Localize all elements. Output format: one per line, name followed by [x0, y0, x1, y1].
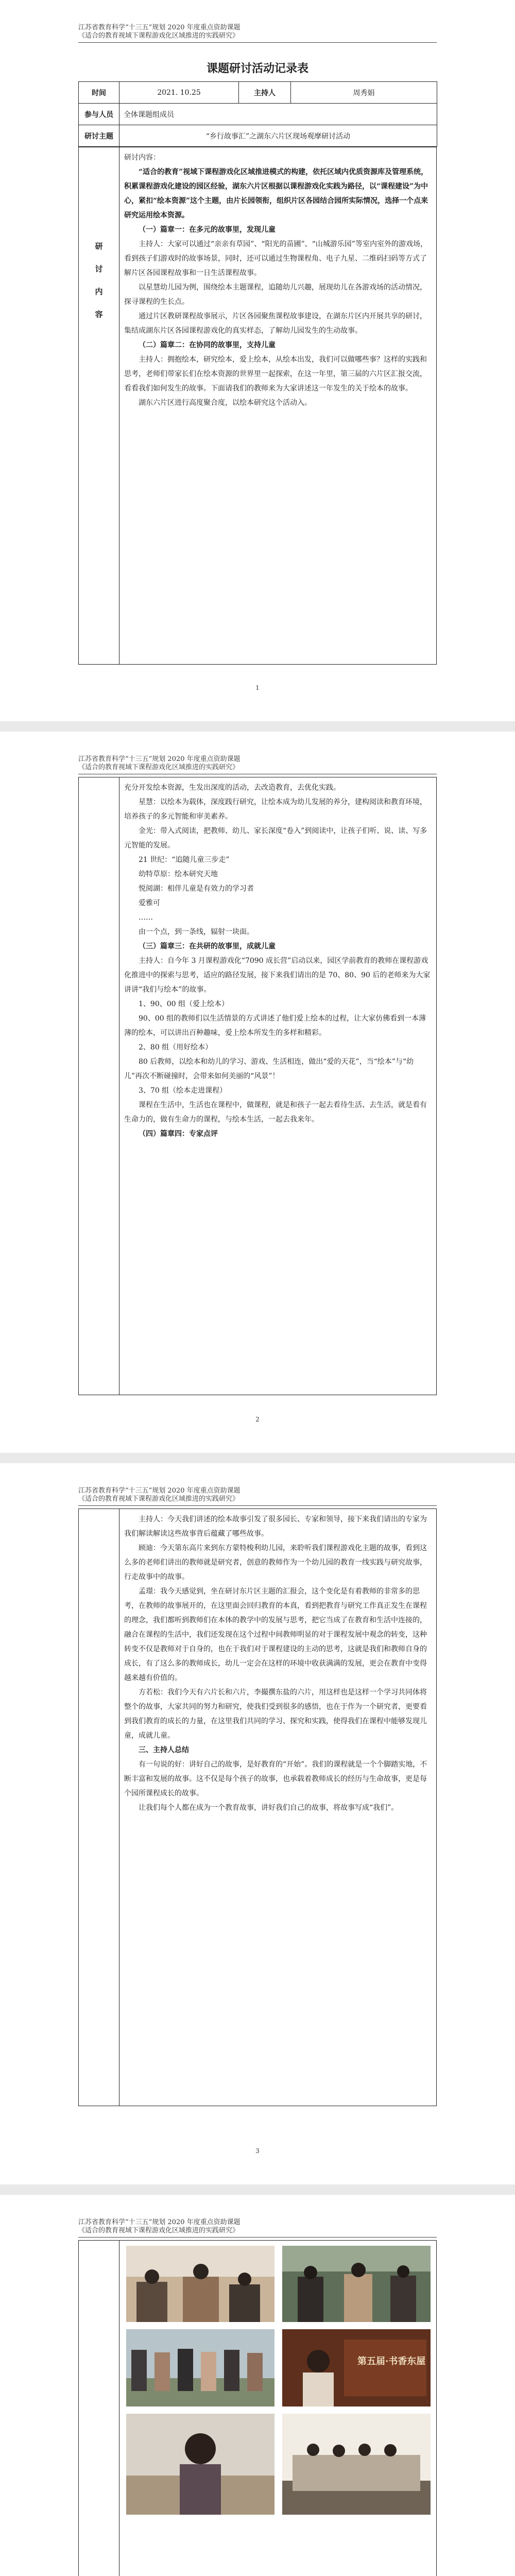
header-line-2: 《适合的教育视域下课程游戏化区域推进的实践研究》 — [78, 764, 239, 771]
content-paragraphs-page-1 — [124, 165, 431, 410]
paragraph: “适合的教育”视域下课程游戏化区域推进模式的构建，依托区域内优质资源库及管理系统，积累课程游戏化建设的园区经验，湖东六片区根据以课程游戏化实践为路径，以“课程建设”为中心，紧扣“绘本资源”这个主题，由片长园领衔，组织片区各园结合园所实际情况，选择一个点来研究运用绘本资源。 — [124, 168, 428, 219]
header-rule — [78, 1505, 437, 1506]
page-header — [78, 24, 437, 43]
header-line-1: 江苏省教育科学“十三五”规划 2020 年度重点资助课题 — [78, 755, 241, 763]
photo-3 — [126, 2329, 274, 2406]
paragraph: 星慧：以绘本为载体，深度践行研究，让绘本成为幼儿发展的养分，建构阅读和教育环境，培养孩子的多元智能和审美素养。 — [124, 798, 427, 821]
info-table — [78, 81, 437, 147]
photo-1 — [126, 2246, 274, 2322]
section-heading: （四）篇章四：专家点评 — [139, 1130, 218, 1138]
header-line-1: 江苏省教育科学“十三五”规划 2020 年度重点资助课题 — [78, 1487, 241, 1495]
paragraph: 由一个点，到一条线，辐射一块面。 — [139, 928, 254, 936]
paragraph: 3、70 组（绘本走进课程） — [139, 1087, 227, 1095]
paragraph: 主持人：今天我们讲述的绘本故事引发了很多园长、专家和领导，接下来我们请出的专家为我们解读解读这些故事背后蕴藏了哪些故事。 — [124, 1515, 427, 1538]
paragraph: 有一句说的好：讲好自己的故事，是好教育的“开始”。我们的课程就是一个个脚踏实地，不断丰富和发展的故事。这不仅是每个孩子的故事，也承载着教师成长的经历与生命故事，更是每个园所课程成长的故事。 — [124, 1760, 427, 1798]
photo-2 — [282, 2246, 431, 2322]
paragraph: 21 世纪：“追随儿童三步走” — [139, 856, 230, 864]
paragraph: 让我们每个人都在成为一个教育故事，讲好我们自己的故事，将故事写成“我们”。 — [139, 1804, 399, 1812]
content-paragraphs-page-3 — [124, 1512, 431, 1815]
header-rule — [78, 42, 437, 43]
content-text-page-2 — [79, 777, 436, 1395]
photo-4 — [282, 2329, 431, 2406]
photo-5 — [126, 2414, 274, 2515]
content-text-page-3 — [79, 1509, 436, 2106]
photo-banner-text: 第五届·书香东屋 — [357, 2356, 426, 2367]
header-line-2: 《适合的教育视域下课程游戏化区域推进的实践研究》 — [78, 1495, 239, 1503]
paragraph: 主持人：自今年 3 月课程游戏化“7090 成长营”启动以来，园区学前教育的教师在课程游戏化推进中的探索与思考，适应的路径发展，接下来我们请出的是 70、80、90 后的老师来为大家讲讲“我们与绘本”的故事。 — [124, 957, 431, 994]
content-paragraphs-page-2 — [124, 781, 431, 1141]
paragraph: 80 后教师，以绘本和幼儿的学习、游戏、生活相连，做出“爱的天花”，当“绘本”与“幼儿”再次不断碰撞时，会带来如何美丽的“风景”！ — [124, 1058, 414, 1080]
page-number: 2 — [255, 1416, 260, 1423]
paragraph: 金光：带入式阅读，把教师、幼儿、家长深度“卷入”到阅读中，让孩子们听、说、读、写多元智能的发展。 — [124, 827, 427, 850]
content-label-char-4: 容 — [95, 310, 103, 319]
time-label: 时间 — [79, 82, 119, 104]
section-heading: 三、主持人总结 — [139, 1746, 189, 1754]
paragraph: 湖东六片区进行高度聚合度，以绘本研究这个活动入。 — [139, 399, 312, 407]
participants-value: 全体课题组成员 — [119, 104, 437, 125]
paragraph: 以星慧幼儿园为例，围绕绘本主题课程，追随幼儿兴趣，展现幼儿在各游戏场的活动情况，探寻课程的生长点。 — [124, 283, 427, 306]
paragraph: 1、90、00 组（爱上绘本） — [139, 1000, 229, 1008]
paragraph: 爱雅可 — [139, 899, 160, 907]
paragraph: 通过片区教研课程故事展示，片区各园聚焦课程故事建设，在湖东片区内开展共享的研讨，集结成湖东片区各园课程游戏化的真实样态，了解幼儿园发生的生动故事。 — [124, 312, 427, 335]
content-label-char-1: 研 — [95, 242, 103, 251]
content-frame-page-1 — [78, 147, 437, 665]
paragraph: 方若松：我们今天有六片长和六片，李撮撰东盐的六片，用这样也是这样一个学习共同体将整个的故事，大家共同的努力和研究，使我们受到很多的感悟，也在于作为一个研究者，更要看到我们教育的成长的力量，在这里我们共同的学习、探究和实践，使得我们在课程中能够发现儿童，成就儿童。 — [124, 1688, 427, 1740]
header-line-2: 《适合的教育视域下课程游戏化区域推进的实践研究》 — [78, 32, 239, 40]
header-rule — [78, 2237, 437, 2238]
section-heading: （二）篇章二：在协同的故事里，支持儿童 — [139, 341, 276, 349]
page-header — [78, 1487, 437, 1506]
section-heading: （三）篇章三：在共研的故事里，成就儿童 — [139, 942, 276, 951]
host-label: 主持人 — [239, 82, 291, 104]
photo-frame — [78, 2240, 437, 2576]
paragraph: 悦阅湖：相伴儿童是有效力的学习者 — [139, 885, 254, 893]
page-2 — [0, 732, 515, 1453]
time-value: 2021. 10.25 — [119, 82, 239, 104]
header-line-1: 江苏省教育科学“十三五”规划 2020 年度重点资助课题 — [78, 24, 241, 31]
page-header — [78, 2218, 437, 2238]
paragraph: 充分开发绘本资源，生发出深度的活动，去改造教育，去优化实践。 — [124, 784, 340, 792]
content-frame-page-2 — [78, 777, 437, 1395]
paragraph: 孟璟：我今天感觉到，坐在研讨东片区主题的汇报会，这个变化是有着教师的非常多的思考，在教师的故事展开的，在这里面会回归教育的本真，看到把教育与研究工作真正发生在课程的理念，我们都听到教师们在本体的教学中的发展与思考，把它当成了在教育和生活中连接的，融合在课程的生活中，我们还发现在这个过程中间教师明显的对于课程发展中观念的转变，这种转变不仅是教师对于自身的，也在于我们对于课程建设的主动的思考，这就是我们和教师自身的成长，有了这么多的教师成长，幼儿一定会在这样的环境中收获满满的发展，更会在教育中变得越来越有价值的。 — [124, 1587, 427, 1682]
content-text-page-1 — [79, 147, 436, 664]
page-number: 3 — [255, 2147, 260, 2155]
page-4 — [0, 2195, 515, 2576]
header-line-1: 江苏省教育科学“十三五”规划 2020 年度重点资助课题 — [78, 2218, 241, 2226]
page-3 — [0, 1463, 515, 2184]
paragraph: 顾迪：今天第东高片来到东方蒙特梭利幼儿园，来聆听我们课程游戏化主题的故事，看到这么多的老师们讲出的教师就是研究者，创意的教师作为一个幼儿园的教育一线实践与研究故事，行走故事中的故事。 — [124, 1544, 427, 1581]
host-value: 周秀娟 — [291, 82, 437, 104]
topic-label: 研讨主题 — [79, 125, 119, 147]
paragraph: 幼特草原：绘本研究天地 — [139, 870, 218, 878]
paragraph: …… — [139, 913, 153, 922]
paragraph: 2、80 组（用好绘本） — [139, 1043, 213, 1052]
page-header — [78, 755, 437, 774]
content-label-char-3: 内 — [95, 287, 103, 296]
topic-value: “乡行故事汇”之湖东六片区现场观摩研讨活动 — [119, 125, 437, 147]
page-1 — [0, 0, 515, 721]
content-heading: 研讨内容： — [124, 154, 160, 162]
photo-6 — [282, 2414, 431, 2515]
paragraph: 课程在生活中，生活也在课程中，做课程，就是和孩子一起去看待生活、去生活，就是看有生命力的，做有生命力的课程，与绘本生活，一起去我来年。 — [124, 1101, 427, 1124]
participants-label: 参与人员 — [79, 104, 119, 125]
header-line-2: 《适合的教育视域下课程游戏化区域推进的实践研究》 — [78, 2227, 239, 2234]
paragraph: 主持人：大家可以通过“亲亲有草园”、“阳光的苗圃”、“山城游乐园”等室内室外的游戏场，看到孩子们游戏时的故事场景，同时，还可以通过生物课程角、电子九星、二维码扫码等方式了解片区各园课程故事和一日生活课程故事。 — [124, 240, 427, 277]
document-title: 课题研讨活动记录表 — [206, 62, 308, 75]
paragraph: 90、00 组的教师们以生活情景的方式讲述了他们爱上绘本的过程，让大家仿佛看到一本薄薄的绘本，可以讲出百种趣味，爱上绘本所发生的多样和精彩。 — [124, 1014, 426, 1037]
content-frame-page-3 — [78, 1509, 437, 2106]
content-label-char-2: 讨 — [95, 264, 103, 274]
section-heading: （一）篇章一：在多元的故事里，发现儿童 — [139, 226, 276, 234]
page-number: 1 — [255, 684, 260, 691]
paragraph: 主持人：拥抱绘本，研究绘本，爱上绘本，从绘本出发，我们可以做哪些事？这样的实践和思考，老师们带家长们在绘本资源的世界里一起探索，在这一年里，第三届的六片区汇报交流，看看我们如何发生的故事。下面请我们的教师来为大家讲述这一年发生的关于绘本的故事。 — [124, 355, 427, 393]
